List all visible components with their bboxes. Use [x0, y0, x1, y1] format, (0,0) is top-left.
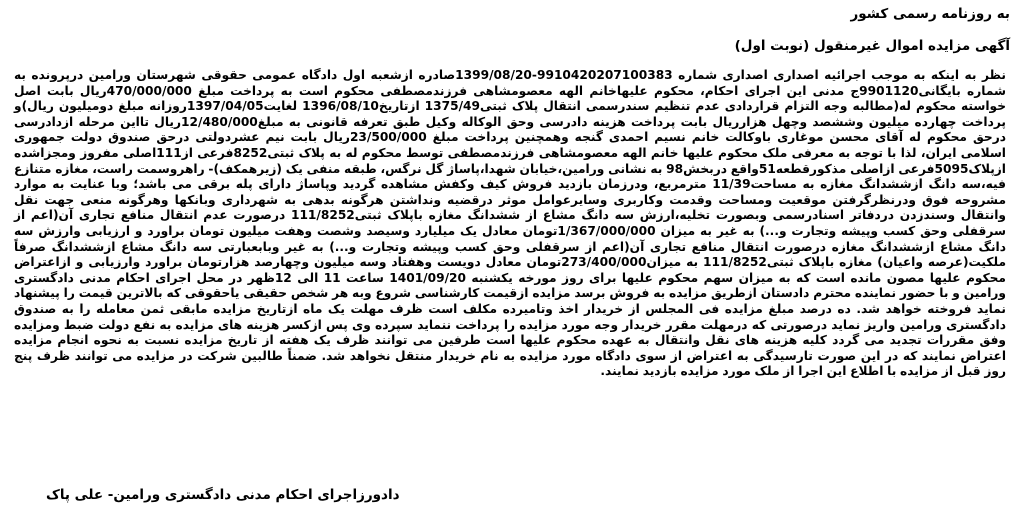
notice-title: آگهی مزایده اموال غیرمنقول (نوبت اول) [734, 38, 1010, 54]
notice-body-text: نظر به اینکه به موجب اجرائیه اصداری اصداری شماره 9910420207100383-1399/08/20صادره ازشعبه اول دادگاه عمومی حقوقی شهرستان ورامین درپرونده به شماره بایگانی9901120ج مدنی این اجرای احکام، محکوم علیهاخانم الهه معصومشاهی فرزندمصطفی محکوم است به پرداخت مبلغ 470/000/000ریال بابت اصل خواسته محکوم له(مطالبه وجه التزام قراردادی عدم تنظیم سندرسمی انتقال پلاک ثبتی1375/49 ازتاریخ1396/08/10 لغایت1397/04/05روزانه مبلغ دومیلیون ریال)و پرداخت چهارده میلیون وششصد وچهل هزارریال بابت پرداخت هزینه دادرسی وحق الوکاله وکیل طبق تعرفه قانونی به مبلغ12/480/000ریال تااین مرحله ازدادرسی درحق محکوم له آقای محسن موغاری باوکالت خانم نسیم احمدی گنجه وهمچنین پرداخت مبلغ 23/500/000ریال بابت نیم عشردولتی درحق صندوق دولت جمهوری اسلامی ایران، لذا با توجه به معرفی ملک محکوم علیها خانم الهه معصومشاهی فرزندمصطفی توسط محکوم له به پلاک ثبتی8252فرعی از111اصلی مفروز ومجزاشده ازپلاک5095فرعی ازاصلی مذکورقطعه51واقع دربخش98 به نشانی ورامین،خیابان شهدا،پاساژ گل نرگس، طبقه منفی یک (زیرهمکف)- راهروسمت راست، مغازه متنازع فیه،سه دانگ ازششدانگ مغازه به مساحت11/39 مترمربع، ودرزمان بازدید فروش کیف وکفش مشاهده گردید وپاساژ دارای پله برقی می باشد؛ وبا عنایت به موارد مشروحه فوق ودرنظرگرفتن موقعیت ومساحت وقدمت وکاربری وسایرعوامل موثر درقضیه ونداشتن هرگونه بدهی به شهرداری وبانکها وهرگونه منعی جهت نقل وانتقال وسندزدن دردفاتر اسنادرسمی وبصورت تخلیه،ارزش سه دانگ مشاع از ششدانگ مغازه باپلاک ثبتی111/8252 درصورت عدم انتقال منافع تجاری آن(اعم از سرقفلی وحق کسب وپیشه وتجارت و...) به غیر به میزان 1/367/000/000تومان معادل یک میلیارد وسیصد وشصت وهفت میلیون تومان براورد و ارزیابی وارزش سه دانگ مشاع ازششدانگ مغازه درصورت انتقال منافع تجاری آن(اعم از سرقفلی وحق کسب وپیشه وتجارت و...) به غیر وبابعبارتی سه دانگ مشاع ازششدانگ صرفاً ملکیت(عرصه واعیان) مغازه باپلاک ثبتی111/8252 به میزان273/400/000تومان معادل دویست وهفتاد وسه میلیون وچهارصد هزارتومان براورد وارزیابی و ازاعتراض محکوم علیها مصون مانده است که به میزان سهم محکوم علیها برای روز مورخه یکشنبه 1401/09/20 ساعت 11 الی 12ظهر در محل اجرای احکام مدنی دادگستری ورامین و با حضور نماینده محترم دادستان ازطریق مزایده به فروش برسد مزایده ازقیمت کارشناسی شروع وبه هر شخص حقیقی یاحقوقی که بالاترین قیمت را پیشنهاد نماید فروخته خواهد شد. ده درصد مبلغ مزایده فی المجلس از خریدار اخذ وتامیرده مکلف است ظرف مهلت یک ماه ازتاریخ مزایده مابقی ثمن معامله را به صندوق دادگستری ورامین واریز نماید درصورتی که درمهلت مقرر خریدار وجه مورد مزایده را پرداخت ننماید سپرده وی پس ازکسر هزینه های مزایده به نفع دولت ضبط ومزایده وفق مقررات تجدید می گردد کلیه هزینه های نقل وانتقال به عهده محکوم علیها است طرفین می توانند ظرف یک هفته از تاریخ مزایده نسبت به نحوه انجام مزایده اعتراض نمایند که در این صورت تارسیدگی به اعتراض از سوی دادگاه مورد مزایده به نام خریدار منتقل نخواهد شد. ضمناً طالبین شرکت در مزایده می توانند ظرف پنج روز قبل از مزایده با اطلاع این اجرا از ملک مورد مزایده بازدید نمایند. [14, 68, 1007, 379]
notice-signature: دادورزاجرای احکام مدنی دادگستری ورامین- علی پاک [46, 487, 400, 503]
publication-line: به روزنامه رسمی کشور [850, 6, 1010, 22]
